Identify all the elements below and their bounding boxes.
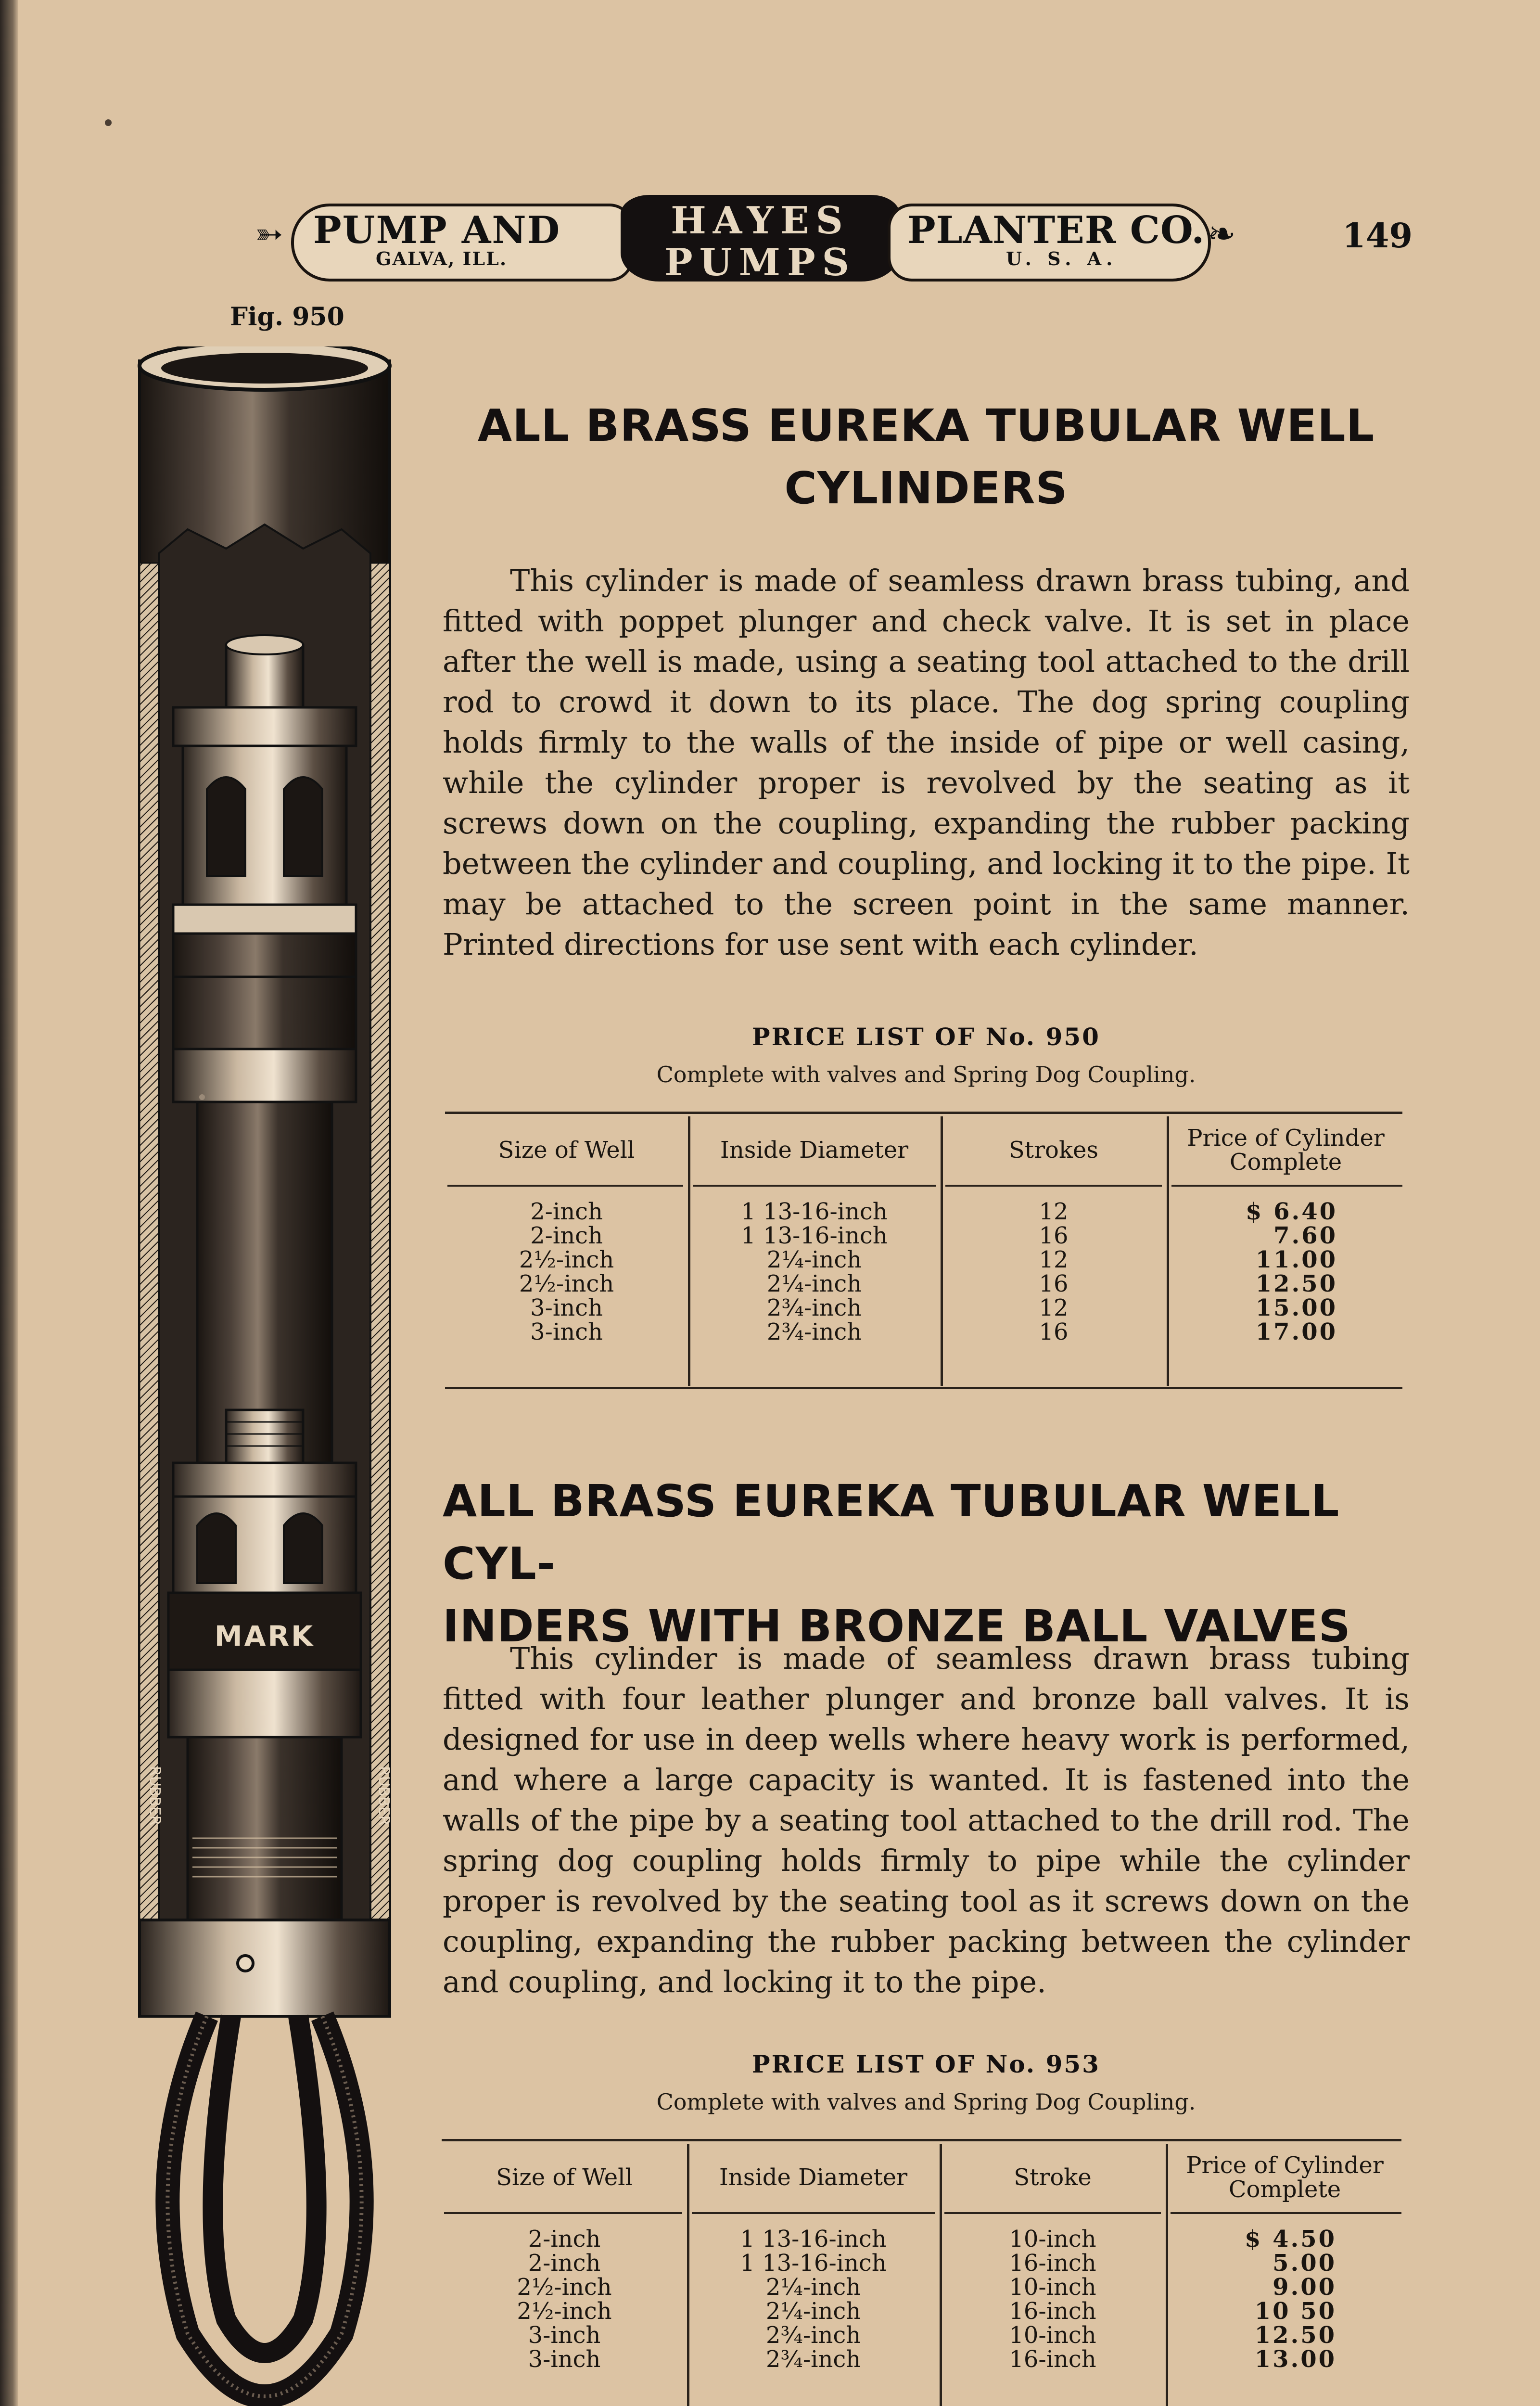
cell-value: 2-inch xyxy=(528,2226,601,2252)
price-list-950-heading xyxy=(443,1023,1410,1088)
cell-value: 1 13-16-inch xyxy=(741,1222,888,1249)
cell-value: 2¼-inch xyxy=(765,2274,861,2301)
cell-value: 2¼-inch xyxy=(766,1270,862,1297)
header-left-line1: PUMP AND xyxy=(313,208,561,252)
table-bottom-rule xyxy=(445,1387,1402,1389)
header-right-scroll xyxy=(888,204,1211,282)
diameter-cell xyxy=(688,1186,941,1361)
header-center-line2: PUMPS xyxy=(664,241,856,284)
well-cylinder-illustration xyxy=(130,346,399,2406)
cell-value: 2½-inch xyxy=(519,1270,614,1297)
cell-value: 12 xyxy=(1039,1294,1069,1321)
cell-value: 5.00 xyxy=(1273,2250,1336,2277)
cell-value: $ 4.50 xyxy=(1244,2226,1336,2252)
price-table-950 xyxy=(445,1114,1405,1361)
col-header-stroke: Stroke xyxy=(1014,2164,1092,2191)
cell-value: 16-inch xyxy=(1009,2298,1096,2325)
rubber-label-left: RUBBER xyxy=(146,1766,163,1826)
cell-value: 3-inch xyxy=(528,2322,601,2349)
cell-value: 7.60 xyxy=(1273,1222,1337,1249)
cell-value: 3-inch xyxy=(528,2346,601,2373)
cell-value: 2¼-inch xyxy=(765,2298,861,2325)
section2-title xyxy=(443,1470,1410,1658)
cell-value: 12 xyxy=(1039,1198,1069,1225)
cell-value: 2¾-inch xyxy=(766,1318,862,1345)
table-header-row xyxy=(445,1114,1405,1186)
cell-value: 16 xyxy=(1039,1318,1069,1345)
section2-body: This cylinder is made of seamless drawn brass tubing fitted with four leather plunger and bronze ball valves. It is designed for use in deep wells where heavy work is performed, and where a large capacity is wanted. It is fastened into the walls of the pipe by a seating tool attached to the drill rod. The spring dog coupling holds firmly to pipe while the cylinder proper is revolved by the seating tool as it screws down on the coupling, expanding the rubber packing between the cylinder and coupling, and locking it to the pipe. xyxy=(443,1641,1410,1999)
col-header-price: Price of Cylinder Complete xyxy=(1187,1125,1385,1176)
cell-value: 12.50 xyxy=(1254,2322,1336,2349)
cell-value: 9.00 xyxy=(1273,2274,1336,2301)
header-right-line1: PLANTER CO. xyxy=(907,208,1205,252)
cell-value: 2½-inch xyxy=(519,1246,614,1273)
cell-value: 2½-inch xyxy=(517,2298,612,2325)
cell-value: 2¼-inch xyxy=(766,1246,862,1273)
section2-title-line1: ALL BRASS EUREKA TUBULAR WELL CYL- xyxy=(443,1475,1340,1589)
section1-title-line1: ALL BRASS EUREKA TUBULAR WELL xyxy=(477,400,1375,451)
cell-value: 1 13-16-inch xyxy=(740,2226,887,2252)
cell-value: 2¾-inch xyxy=(766,1294,862,1321)
price-list-950-subtitle: Complete with valves and Spring Dog Coupling. xyxy=(656,1062,1196,1088)
cell-value: 15.00 xyxy=(1255,1294,1337,1321)
cell-value: 12 xyxy=(1039,1246,1069,1273)
price-list-950-title: PRICE LIST OF No. 950 xyxy=(752,1023,1100,1051)
section1-title xyxy=(443,395,1410,520)
cell-value: 3-inch xyxy=(530,1318,603,1345)
cell-value: 2-inch xyxy=(530,1198,603,1225)
section1-body: This cylinder is made of seamless drawn brass tubing, and fitted with poppet plunger and check valve. It is set in place after the well is made, using a seating tool attached to the drill rod to crowd it down to its place. The dog spring coupling holds firmly to the walls of the inside of pipe or well casing, while the cylinder proper is revolved by the seating as it screws down on the coupling, expanding the rubber packing between the cylinder and coupling, and locking it to the pipe. It may be attached to the screen point in the same manner. Printed directions for use sent with each cylinder. xyxy=(443,563,1410,962)
size-cell xyxy=(445,1186,688,1361)
price-table-953 xyxy=(442,2141,1404,2389)
right-flourish-icon: ❧ xyxy=(1208,214,1236,254)
cell-value: 2-inch xyxy=(530,1222,603,1249)
cell-value: 3-inch xyxy=(530,1294,603,1321)
figure-label: Fig. 950 xyxy=(230,302,344,332)
price-list-953-subtitle: Complete with valves and Spring Dog Coupling. xyxy=(656,2089,1196,2115)
col-header-strokes: Strokes xyxy=(1008,1137,1099,1164)
section1-title-line2: CYLINDERS xyxy=(784,462,1068,514)
cell-value: 10-inch xyxy=(1009,2274,1096,2301)
header-left-scroll xyxy=(291,204,634,282)
diameter-cell xyxy=(687,2214,940,2389)
cell-value: $ 6.40 xyxy=(1245,1198,1337,1225)
header-center-plaque xyxy=(621,195,900,282)
cell-value: 17.00 xyxy=(1255,1318,1337,1345)
header-right-line2: U. S. A. xyxy=(1006,248,1118,269)
cell-value: 2½-inch xyxy=(517,2274,612,2301)
rubber-label-right: RUBBER xyxy=(375,1766,392,1826)
table-row xyxy=(445,1186,1405,1361)
size-cell xyxy=(442,2214,687,2389)
left-flourish-icon: ➳ xyxy=(255,214,283,254)
book-spine-shadow xyxy=(0,0,18,2406)
cell-value: 2-inch xyxy=(528,2250,601,2277)
cell-value: 16 xyxy=(1039,1270,1069,1297)
cell-value: 16 xyxy=(1039,1222,1069,1249)
cell-value: 11.00 xyxy=(1255,1246,1337,1273)
cell-value: 2¾-inch xyxy=(765,2346,861,2373)
cell-value: 10-inch xyxy=(1009,2322,1096,2349)
cell-value: 10 50 xyxy=(1254,2298,1336,2325)
cell-value: 16-inch xyxy=(1009,2250,1096,2277)
col-header-price: Price of Cylinder Complete xyxy=(1186,2152,1384,2203)
col-header-diameter: Inside Diameter xyxy=(719,2164,908,2191)
header-center-line1: HAYES xyxy=(671,199,850,243)
price-cell xyxy=(1167,1186,1405,1361)
cell-value: 1 13-16-inch xyxy=(740,2250,887,2277)
strokes-cell xyxy=(941,1186,1167,1361)
cell-value: 16-inch xyxy=(1009,2346,1096,2373)
stroke-cell xyxy=(940,2214,1166,2389)
cell-value: 1 13-16-inch xyxy=(741,1198,888,1225)
ink-spot xyxy=(105,119,112,126)
mark-band-label: MARK xyxy=(214,1620,315,1652)
col-header-diameter: Inside Diameter xyxy=(720,1137,909,1164)
col-header-size: Size of Well xyxy=(496,2164,633,2191)
table-row xyxy=(442,2214,1404,2389)
price-list-953-heading xyxy=(443,2050,1410,2115)
cell-value: 13.00 xyxy=(1254,2346,1336,2373)
cell-value: 10-inch xyxy=(1009,2226,1096,2252)
header-left-line2: GALVA, ILL. xyxy=(376,248,508,269)
company-header-banner xyxy=(245,195,1304,291)
price-cell xyxy=(1166,2214,1404,2389)
page-number: 149 xyxy=(1342,216,1413,256)
table-header-row xyxy=(442,2141,1404,2214)
price-list-953-title: PRICE LIST OF No. 953 xyxy=(752,2050,1100,2078)
cell-value: 2¾-inch xyxy=(765,2322,861,2349)
col-header-size: Size of Well xyxy=(498,1137,635,1164)
cell-value: 12.50 xyxy=(1255,1270,1337,1297)
section2-title-line2: INDERS WITH BRONZE BALL VALVES xyxy=(443,1600,1351,1652)
